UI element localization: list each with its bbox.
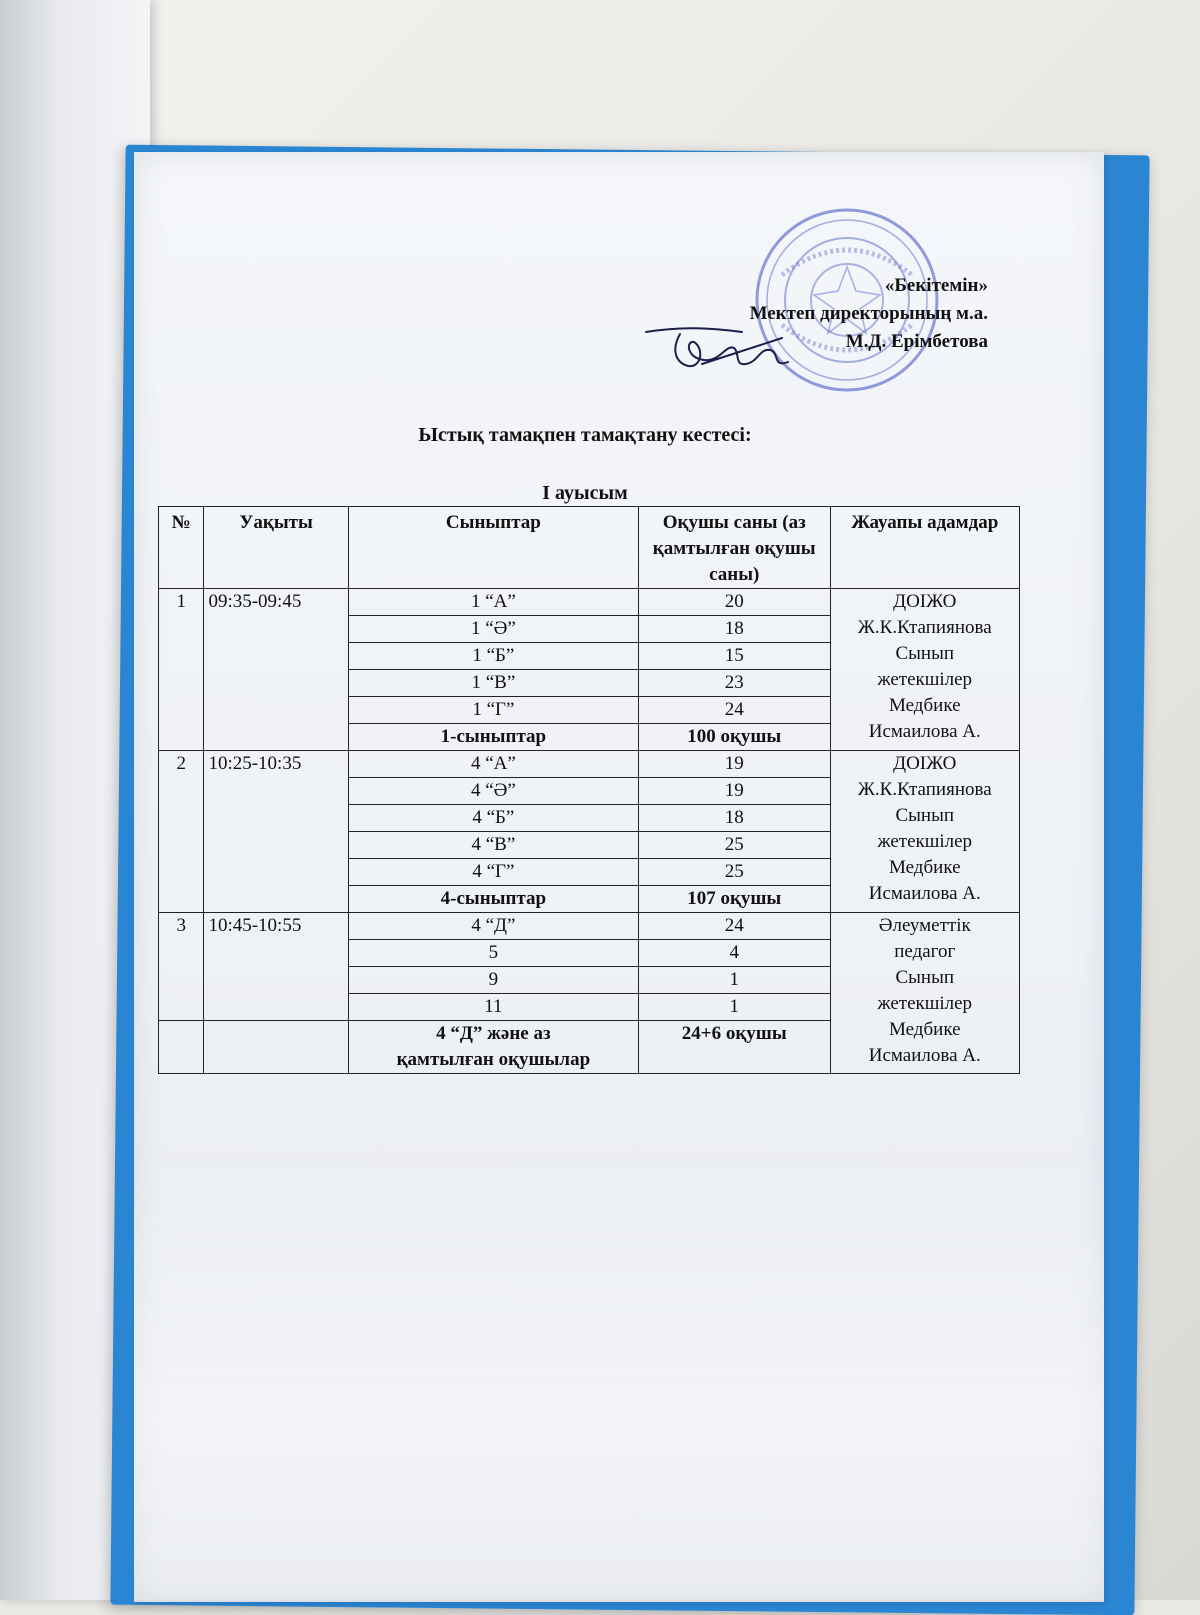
responsible-line: Ж.К.Ктапиянова <box>857 617 992 638</box>
student-count-total: 107 оқушы <box>638 886 830 913</box>
shift-title: I ауысым <box>542 482 628 504</box>
header-classes: Сыныптар <box>348 507 638 589</box>
empty-cell <box>204 1021 348 1074</box>
time-slot: 09:35-09:45 <box>204 589 348 751</box>
student-count: 19 <box>638 751 830 778</box>
approval-label: «Бекітемін» <box>884 275 988 296</box>
student-count-total: 24+6 оқушы <box>638 1021 830 1074</box>
class-name: 11 <box>348 994 638 1021</box>
header-responsible: Жауапы адамдар <box>830 507 1019 589</box>
table-row <box>159 751 1020 778</box>
header-number: № <box>159 507 204 589</box>
responsible-line: Сынып <box>895 805 955 826</box>
class-name: 1 “Ә” <box>348 616 638 643</box>
student-count: 1 <box>638 994 830 1021</box>
responsible-line: ДОІЖО <box>893 753 957 774</box>
class-name: 4 “Ә” <box>348 778 638 805</box>
responsible-line: Әлеуметтік <box>878 915 971 936</box>
responsible-line: жетекшілер <box>877 831 973 852</box>
class-name: 9 <box>348 967 638 994</box>
table-header-row <box>159 507 1020 589</box>
student-count-total: 100 оқушы <box>638 724 830 751</box>
responsible-line: жетекшілер <box>877 669 973 690</box>
empty-cell <box>159 1021 204 1074</box>
student-count: 20 <box>638 589 830 616</box>
responsible-line: Ж.К.Ктапиянова <box>857 779 992 800</box>
approval-name: М.Д. Ерімбетова <box>845 331 988 352</box>
class-name: 1 “Б” <box>348 643 638 670</box>
row-number: 2 <box>159 751 204 913</box>
approval-position: Мектеп директорының м.а. <box>749 303 988 324</box>
student-count: 1 <box>638 967 830 994</box>
class-name: 1 “Г” <box>348 697 638 724</box>
approval-block <box>750 272 988 356</box>
responsible-line: Медбике <box>888 695 961 716</box>
class-name: 5 <box>348 940 638 967</box>
responsible-line: Исмаилова А. <box>868 721 981 742</box>
class-group-total: 4 “Д” және аз қамтылған оқушылар <box>348 1021 638 1074</box>
student-count: 23 <box>638 670 830 697</box>
responsible-line: Медбике <box>888 1019 961 1040</box>
student-count: 4 <box>638 940 830 967</box>
responsible-line: Исмаилова А. <box>868 883 981 904</box>
class-name: 4 “В” <box>348 832 638 859</box>
class-group-total: 4-сыныптар <box>348 886 638 913</box>
time-slot: 10:45-10:55 <box>204 913 348 1021</box>
responsible-line: жетекшілер <box>877 993 973 1014</box>
responsible-line: Сынып <box>895 643 955 664</box>
table-body <box>159 589 1020 1074</box>
student-count: 25 <box>638 832 830 859</box>
student-count: 24 <box>638 913 830 940</box>
responsible-line: Сынып <box>895 967 955 988</box>
time-slot: 10:25-10:35 <box>204 751 348 913</box>
responsible-line: Исмаилова А. <box>868 1045 981 1066</box>
meal-schedule-table <box>158 506 1020 1074</box>
class-group-total: 1-сыныптар <box>348 724 638 751</box>
header-student-count: Оқушы саны (аз қамтылған оқушы саны) <box>638 507 830 589</box>
row-number: 3 <box>159 913 204 1021</box>
student-count: 18 <box>638 616 830 643</box>
class-name: 4 “Б” <box>348 805 638 832</box>
class-name: 4 “Д” <box>348 913 638 940</box>
responsible-line: ДОІЖО <box>893 591 957 612</box>
student-count: 24 <box>638 697 830 724</box>
student-count: 18 <box>638 805 830 832</box>
responsible-persons <box>830 589 1019 751</box>
row-number: 1 <box>159 589 204 751</box>
student-count: 19 <box>638 778 830 805</box>
document-title: Ыстық тамақпен тамақтану кестесі: <box>418 424 752 446</box>
responsible-line: Медбике <box>888 857 961 878</box>
table-row <box>159 913 1020 940</box>
class-name: 4 “А” <box>348 751 638 778</box>
class-name: 4 “Г” <box>348 859 638 886</box>
class-name: 1 “В” <box>348 670 638 697</box>
table-row <box>159 589 1020 616</box>
responsible-line: педагог <box>894 941 956 962</box>
student-count: 15 <box>638 643 830 670</box>
responsible-persons <box>830 751 1019 913</box>
header-time: Уақыты <box>204 507 348 589</box>
class-name: 1 “А” <box>348 589 638 616</box>
responsible-persons <box>830 913 1019 1074</box>
student-count: 25 <box>638 859 830 886</box>
